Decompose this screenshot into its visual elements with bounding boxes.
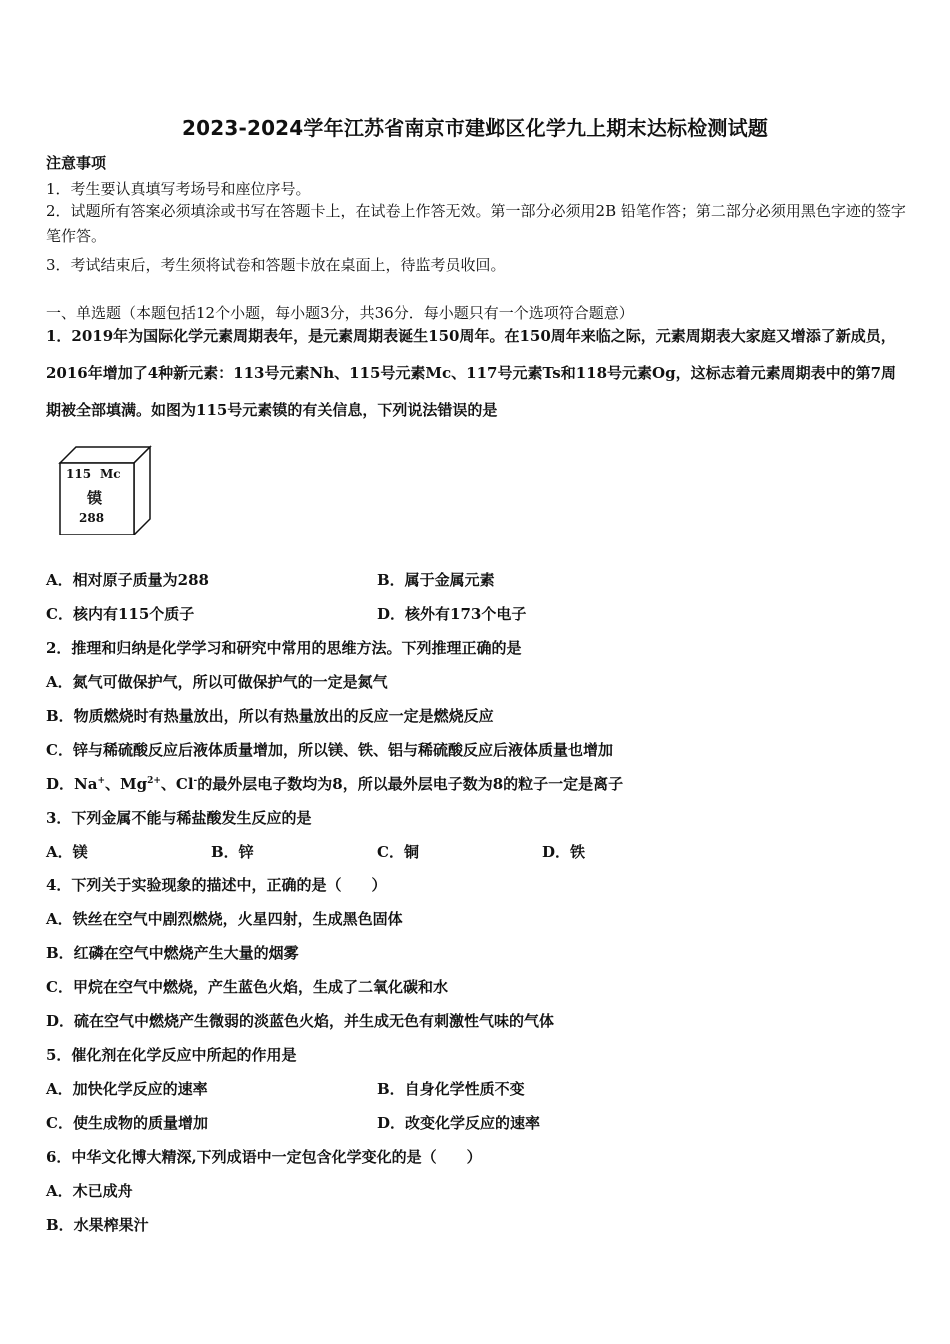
question-3-option-d: D．铁 <box>542 843 586 861</box>
question-1-option-a: A．相对原子质量为288 <box>46 571 209 589</box>
magnesium-symbol: 、Mg <box>105 775 148 793</box>
notes-heading: 注意事项 <box>46 154 107 172</box>
question-2-option-c: C．锌与稀硫酸反应后液体质量增加，所以镁、铁、铝与稀硫酸反应后液体质量也增加 <box>46 741 613 759</box>
question-4-option-d: D．硫在空气中燃烧产生微弱的淡蓝色火焰，并生成无色有刺激性气味的气体 <box>46 1012 555 1030</box>
question-1-option-c: C．核内有115个质子 <box>46 605 195 623</box>
question-5-option-d: D．改变化学反应的速率 <box>377 1114 541 1132</box>
question-5-stem: 5．催化剂在化学反应中所起的作用是 <box>46 1046 297 1064</box>
option-d-prefix: D．Na <box>46 775 98 793</box>
section-heading: 一、单选题（本题包括12个小题，每小题3分，共36分．每小题只有一个选项符合题意） <box>46 304 634 322</box>
question-3-option-b: B．锌 <box>211 843 254 861</box>
question-2-stem: 2．推理和归纳是化学学习和研究中常用的思维方法。下列推理正确的是 <box>46 639 522 657</box>
note-item: 1．考生要认真填写考场号和座位序号。 <box>46 180 311 198</box>
page-title: 2023-2024学年江苏省南京市建邺区化学九上期末达标检测试题 <box>181 116 769 140</box>
note-item: 3．考试结束后，考生须将试卷和答题卡放在桌面上，待监考员收回。 <box>46 256 506 274</box>
question-2-option-b: B．物质燃烧时有热量放出，所以有热量放出的反应一定是燃烧反应 <box>46 707 494 725</box>
question-3-option-a: A．镁 <box>46 843 88 861</box>
question-6-option-a: A．木已成舟 <box>46 1182 133 1200</box>
question-4-option-c: C．甲烷在空气中燃烧，产生蓝色火焰，生成了二氧化碳和水 <box>46 978 448 996</box>
element-number: 115 <box>66 467 92 481</box>
question-5-option-b: B．自身化学性质不变 <box>377 1080 525 1098</box>
question-1-option-b: B．属于金属元素 <box>377 571 495 589</box>
question-6-option-b: B．水果榨果汁 <box>46 1216 149 1234</box>
question-3-stem: 3．下列金属不能与稀盐酸发生反应的是 <box>46 809 312 827</box>
option-d-rest: 的最外层电子数均为8，所以最外层电子数为8的粒子一定是离子 <box>197 775 624 793</box>
note-item: 2．试题所有答案必须填涂或书写在答题卡上，在试卷上作答无效。第一部分必须用2B 铅笔作答；第二部分必须用黑色字迹的签字笔作答。 <box>46 202 906 245</box>
question-5-option-c: C．使生成物的质量增加 <box>46 1114 208 1132</box>
chlorine-symbol: 、Cl <box>160 775 194 793</box>
chlorine-charge: - <box>193 776 198 786</box>
element-mass: 288 <box>79 511 105 525</box>
question-4-option-a: A．铁丝在空气中剧烈燃烧，火星四射，生成黑色固体 <box>46 910 403 928</box>
question-2-option-a: A．氮气可做保护气，所以可做保护气的一定是氮气 <box>46 673 388 691</box>
question-2-option-d <box>46 773 623 794</box>
question-1-option-d: D．核外有173个电子 <box>377 605 527 623</box>
element-symbol: Mc <box>100 467 121 481</box>
sodium-charge: + <box>97 776 105 786</box>
question-3-option-c: C．铜 <box>377 843 419 861</box>
element-name: 镆 <box>87 489 103 507</box>
element-cell-figure <box>56 443 152 535</box>
question-1-stem: 1．2019年为国际化学元素周期表年，是元素周期表诞生150周年。在150周年来临之际，元素周期表大家庭又增添了新成员，2016年增加了4种新元素：113号元素Nh、115号元素Mc、117号元素Ts和118号元素Og，这标志着元素周期表中的第7周期被全部填满。如图为115号元素镆的有关信息，下列说法错误的是 <box>46 327 897 419</box>
magnesium-charge: 2+ <box>147 776 161 786</box>
question-4-stem: 4．下列关于实验现象的描述中，正确的是（ ） <box>46 876 387 894</box>
question-6-stem: 6．中华文化博大精深,下列成语中一定包含化学变化的是（ ） <box>46 1148 482 1166</box>
question-5-option-a: A．加快化学反应的速率 <box>46 1080 208 1098</box>
question-4-option-b: B．红磷在空气中燃烧产生大量的烟雾 <box>46 944 299 962</box>
